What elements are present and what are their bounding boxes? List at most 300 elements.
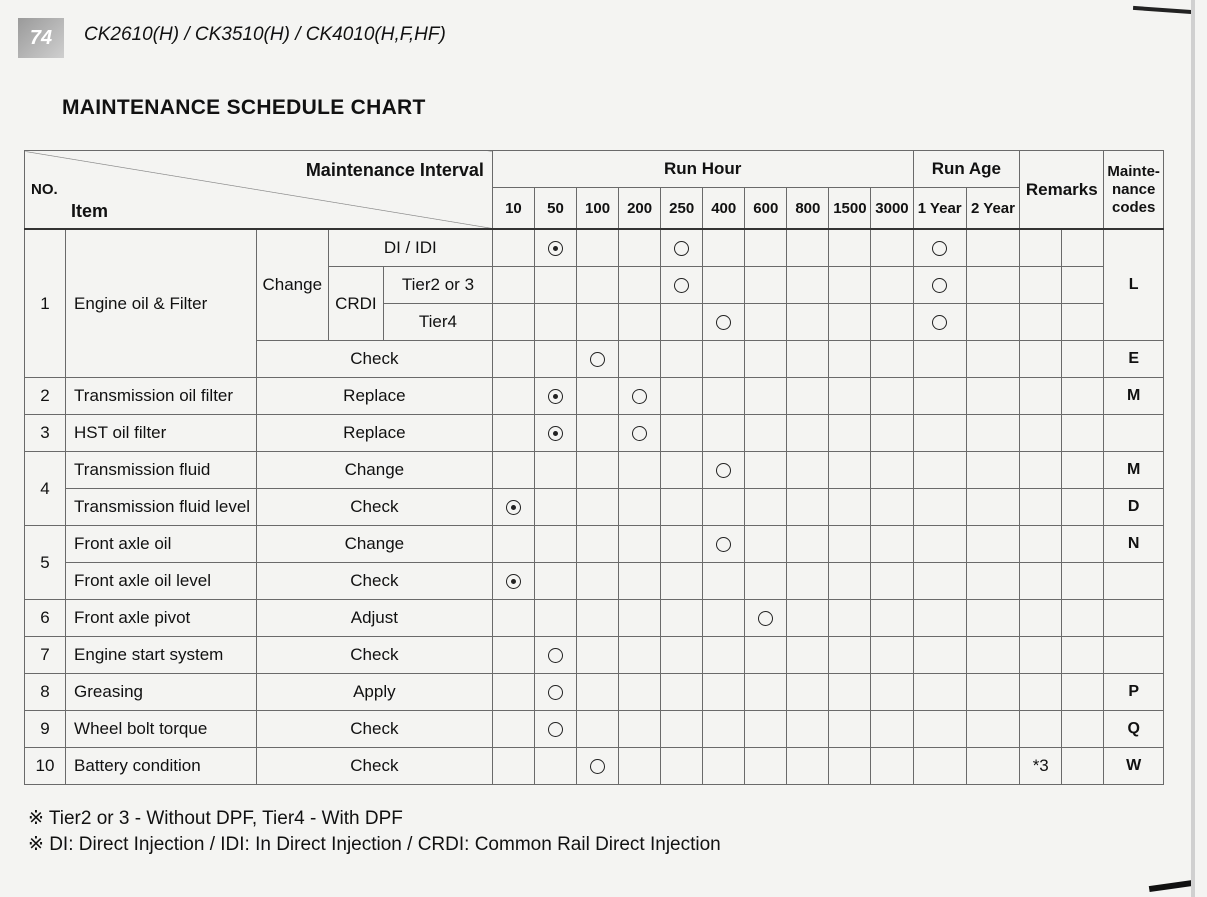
- interval-cell: [577, 415, 619, 452]
- row-interval: Tier2 or 3: [384, 267, 493, 304]
- table-row: [25, 415, 1164, 452]
- group-crdi: CRDI: [328, 267, 383, 341]
- interval-cell: [787, 600, 829, 637]
- remarks-cell-2: [1062, 637, 1104, 674]
- interval-cell: [966, 229, 1019, 267]
- interval-cell: [661, 489, 703, 526]
- interval-cell: [534, 489, 576, 526]
- interval-cell: [787, 341, 829, 378]
- row-interval: Check: [256, 637, 492, 674]
- dotted-circle-icon: [506, 500, 521, 515]
- interval-cell: [619, 600, 661, 637]
- remarks-cell: [1020, 341, 1062, 378]
- remarks-cell-2: [1062, 378, 1104, 415]
- remarks-cell: *3: [1020, 748, 1062, 785]
- interval-cell: [577, 526, 619, 563]
- interval-cell: [745, 341, 787, 378]
- interval-cell: [913, 341, 966, 378]
- interval-cell: [534, 341, 576, 378]
- remarks-cell: [1020, 637, 1062, 674]
- interval-cell: [619, 489, 661, 526]
- row-item: HST oil filter: [66, 415, 257, 452]
- interval-cell: [703, 526, 745, 563]
- circle-icon: [758, 611, 773, 626]
- header-run-age: Run Age: [913, 151, 1020, 188]
- remarks-cell-2: [1062, 711, 1104, 748]
- interval-cell: [492, 711, 534, 748]
- interval-cell: [703, 415, 745, 452]
- row-no: 3: [25, 415, 66, 452]
- remarks-cell: [1020, 267, 1062, 304]
- maintenance-code: L: [1104, 229, 1164, 341]
- header-interval-400: 400: [703, 188, 745, 230]
- row-item: Battery condition: [66, 748, 257, 785]
- interval-cell: [913, 489, 966, 526]
- remarks-cell: [1020, 563, 1062, 600]
- interval-cell: [871, 637, 913, 674]
- remarks-cell-2: [1062, 489, 1104, 526]
- interval-cell: [661, 748, 703, 785]
- interval-cell: [829, 229, 871, 267]
- interval-cell: [661, 378, 703, 415]
- interval-cell: [492, 341, 534, 378]
- interval-cell: [913, 637, 966, 674]
- row-interval: Adjust: [256, 600, 492, 637]
- row-interval: Replace: [256, 415, 492, 452]
- circle-icon: [932, 315, 947, 330]
- interval-cell: [492, 415, 534, 452]
- interval-cell: [829, 637, 871, 674]
- corner-rule-bottom: [1149, 880, 1193, 892]
- circle-icon: [548, 722, 563, 737]
- interval-cell: [577, 563, 619, 600]
- row-item: Front axle pivot: [66, 600, 257, 637]
- interval-cell: [492, 563, 534, 600]
- header-interval-50: 50: [534, 188, 576, 230]
- row-no: 10: [25, 748, 66, 785]
- interval-cell: [619, 229, 661, 267]
- interval-cell: [534, 267, 576, 304]
- circle-icon: [632, 389, 647, 404]
- header-run-hour: Run Hour: [492, 151, 913, 188]
- row-no: 9: [25, 711, 66, 748]
- interval-cell: [966, 526, 1019, 563]
- interval-cell: [703, 600, 745, 637]
- interval-cell: [661, 526, 703, 563]
- circle-icon: [932, 278, 947, 293]
- interval-cell: [703, 452, 745, 489]
- interval-cell: [492, 452, 534, 489]
- row-interval: Check: [256, 711, 492, 748]
- interval-cell: [661, 341, 703, 378]
- interval-cell: [703, 378, 745, 415]
- footnote-2: ※ DI: Direct Injection / IDI: In Direct Injection / CRDI: Common Rail Direct Injection: [28, 834, 721, 855]
- circle-icon: [590, 759, 605, 774]
- interval-cell: [913, 600, 966, 637]
- maintenance-code: M: [1104, 452, 1164, 489]
- remarks-cell: [1020, 452, 1062, 489]
- interval-cell: [534, 637, 576, 674]
- table-row: [25, 637, 1164, 674]
- circle-icon: [632, 426, 647, 441]
- interval-cell: [492, 674, 534, 711]
- interval-cell: [787, 267, 829, 304]
- dotted-circle-icon: [548, 389, 563, 404]
- interval-cell: [619, 415, 661, 452]
- remarks-cell-2: [1062, 341, 1104, 378]
- remarks-cell-2: [1062, 267, 1104, 304]
- row-interval: Check: [256, 341, 492, 378]
- interval-cell: [577, 378, 619, 415]
- circle-icon: [548, 685, 563, 700]
- page-number-badge: [18, 18, 64, 58]
- interval-cell: [966, 304, 1019, 341]
- maintenance-code: W: [1104, 748, 1164, 785]
- interval-cell: [871, 600, 913, 637]
- circle-icon: [716, 537, 731, 552]
- interval-cell: [619, 563, 661, 600]
- interval-cell: [913, 563, 966, 600]
- interval-cell: [703, 267, 745, 304]
- interval-cell: [745, 415, 787, 452]
- model-header: CK2610(H) / CK3510(H) / CK4010(H,F,HF): [84, 24, 446, 45]
- row-interval: DI / IDI: [328, 229, 492, 267]
- circle-icon: [716, 463, 731, 478]
- interval-cell: [661, 563, 703, 600]
- interval-cell: [745, 637, 787, 674]
- interval-cell: [619, 526, 661, 563]
- interval-cell: [534, 674, 576, 711]
- row-item: Greasing: [66, 674, 257, 711]
- interval-cell: [913, 526, 966, 563]
- interval-cell: [661, 452, 703, 489]
- row-item: Front axle oil level: [66, 563, 257, 600]
- row-no: 6: [25, 600, 66, 637]
- dotted-circle-icon: [548, 241, 563, 256]
- interval-cell: [534, 229, 576, 267]
- interval-cell: [534, 600, 576, 637]
- interval-cell: [913, 229, 966, 267]
- interval-cell: [871, 341, 913, 378]
- interval-cell: [966, 711, 1019, 748]
- header-codes: Mainte-nance codes: [1104, 151, 1164, 230]
- row-no: 1: [25, 229, 66, 378]
- remarks-cell: [1020, 304, 1062, 341]
- interval-cell: [871, 489, 913, 526]
- interval-cell: [966, 600, 1019, 637]
- interval-cell: [534, 304, 576, 341]
- circle-icon: [548, 648, 563, 663]
- maintenance-code: E: [1104, 341, 1164, 378]
- interval-cell: [619, 674, 661, 711]
- interval-cell: [745, 304, 787, 341]
- interval-cell: [871, 711, 913, 748]
- interval-cell: [829, 563, 871, 600]
- table-row: [25, 229, 1164, 267]
- maintenance-schedule-table: [24, 150, 1164, 785]
- header-interval-800: 800: [787, 188, 829, 230]
- header-interval-2-year: 2 Year: [966, 188, 1019, 230]
- interval-cell: [703, 748, 745, 785]
- maintenance-code: [1104, 415, 1164, 452]
- interval-cell: [966, 489, 1019, 526]
- interval-cell: [534, 415, 576, 452]
- interval-cell: [619, 304, 661, 341]
- interval-cell: [577, 341, 619, 378]
- interval-cell: [492, 304, 534, 341]
- circle-icon: [716, 315, 731, 330]
- interval-cell: [745, 711, 787, 748]
- remarks-cell: [1020, 378, 1062, 415]
- interval-cell: [745, 674, 787, 711]
- interval-cell: [787, 637, 829, 674]
- circle-icon: [674, 241, 689, 256]
- circle-icon: [932, 241, 947, 256]
- interval-cell: [871, 267, 913, 304]
- interval-cell: [661, 600, 703, 637]
- row-interval: Replace: [256, 378, 492, 415]
- interval-cell: [534, 526, 576, 563]
- maintenance-code: M: [1104, 378, 1164, 415]
- interval-cell: [829, 304, 871, 341]
- interval-cell: [913, 748, 966, 785]
- interval-cell: [661, 711, 703, 748]
- row-no: 4: [25, 452, 66, 526]
- row-item: Transmission fluid level: [66, 489, 257, 526]
- interval-cell: [787, 415, 829, 452]
- interval-cell: [661, 415, 703, 452]
- interval-cell: [619, 711, 661, 748]
- interval-cell: [703, 341, 745, 378]
- corner-rule-top: [1133, 6, 1193, 14]
- header-interval-100: 100: [577, 188, 619, 230]
- interval-cell: [871, 563, 913, 600]
- interval-cell: [703, 711, 745, 748]
- interval-cell: [619, 637, 661, 674]
- interval-cell: [745, 489, 787, 526]
- interval-cell: [492, 378, 534, 415]
- interval-cell: [966, 378, 1019, 415]
- interval-cell: [787, 452, 829, 489]
- interval-cell: [745, 526, 787, 563]
- interval-cell: [966, 637, 1019, 674]
- interval-cell: [703, 229, 745, 267]
- interval-cell: [787, 489, 829, 526]
- maintenance-code: [1104, 600, 1164, 637]
- interval-cell: [871, 748, 913, 785]
- interval-cell: [829, 341, 871, 378]
- interval-cell: [966, 415, 1019, 452]
- remarks-cell-2: [1062, 304, 1104, 341]
- interval-cell: [829, 600, 871, 637]
- interval-cell: [871, 304, 913, 341]
- header-interval-1500: 1500: [829, 188, 871, 230]
- header-interval-250: 250: [661, 188, 703, 230]
- interval-cell: [829, 489, 871, 526]
- interval-cell: [745, 748, 787, 785]
- interval-cell: [966, 341, 1019, 378]
- row-interval: Change: [256, 452, 492, 489]
- interval-cell: [492, 637, 534, 674]
- table-row: [25, 526, 1164, 563]
- remarks-cell: [1020, 489, 1062, 526]
- interval-cell: [913, 452, 966, 489]
- maintenance-code: N: [1104, 526, 1164, 563]
- header-interval-10: 10: [492, 188, 534, 230]
- footnotes: [28, 806, 721, 858]
- row-interval: Change: [256, 526, 492, 563]
- interval-cell: [913, 267, 966, 304]
- footnote-1: ※ Tier2 or 3 - Without DPF, Tier4 - With DPF: [28, 808, 403, 829]
- row-interval: Tier4: [384, 304, 493, 341]
- header-interval-3000: 3000: [871, 188, 913, 230]
- interval-cell: [745, 600, 787, 637]
- remarks-cell-2: [1062, 526, 1104, 563]
- interval-cell: [619, 378, 661, 415]
- interval-cell: [787, 378, 829, 415]
- row-item: Transmission oil filter: [66, 378, 257, 415]
- remarks-cell: [1020, 415, 1062, 452]
- header-remarks: Remarks: [1020, 151, 1104, 230]
- interval-cell: [871, 378, 913, 415]
- interval-cell: [534, 378, 576, 415]
- interval-cell: [661, 267, 703, 304]
- row-interval: Check: [256, 489, 492, 526]
- interval-cell: [661, 674, 703, 711]
- interval-cell: [577, 452, 619, 489]
- interval-cell: [492, 526, 534, 563]
- table-row: [25, 748, 1164, 785]
- interval-cell: [703, 674, 745, 711]
- header-no: NO.: [31, 181, 58, 198]
- interval-cell: [829, 415, 871, 452]
- interval-cell: [787, 563, 829, 600]
- interval-cell: [577, 229, 619, 267]
- remarks-cell-2: [1062, 229, 1104, 267]
- interval-cell: [619, 341, 661, 378]
- interval-cell: [871, 452, 913, 489]
- remarks-cell-2: [1062, 563, 1104, 600]
- row-no: 2: [25, 378, 66, 415]
- dotted-circle-icon: [548, 426, 563, 441]
- interval-cell: [871, 526, 913, 563]
- interval-cell: [787, 526, 829, 563]
- remarks-cell: [1020, 526, 1062, 563]
- row-item: Front axle oil: [66, 526, 257, 563]
- interval-cell: [577, 637, 619, 674]
- header-interval-200: 200: [619, 188, 661, 230]
- table-row: [25, 674, 1164, 711]
- interval-cell: [787, 229, 829, 267]
- interval-cell: [745, 229, 787, 267]
- interval-cell: [745, 378, 787, 415]
- interval-cell: [913, 378, 966, 415]
- interval-cell: [492, 489, 534, 526]
- maintenance-code: [1104, 563, 1164, 600]
- interval-cell: [829, 378, 871, 415]
- table-row: [25, 600, 1164, 637]
- interval-cell: [534, 452, 576, 489]
- interval-cell: [619, 748, 661, 785]
- interval-cell: [577, 711, 619, 748]
- table-row: [25, 452, 1164, 489]
- interval-cell: [661, 229, 703, 267]
- interval-cell: [619, 267, 661, 304]
- interval-cell: [492, 600, 534, 637]
- row-item: Engine start system: [66, 637, 257, 674]
- interval-cell: [913, 674, 966, 711]
- row-no: 8: [25, 674, 66, 711]
- maintenance-code: [1104, 637, 1164, 674]
- interval-cell: [829, 526, 871, 563]
- remarks-cell: [1020, 229, 1062, 267]
- remarks-cell-2: [1062, 600, 1104, 637]
- interval-cell: [787, 674, 829, 711]
- remarks-cell: [1020, 674, 1062, 711]
- interval-cell: [534, 711, 576, 748]
- maintenance-code: P: [1104, 674, 1164, 711]
- remarks-cell-2: [1062, 415, 1104, 452]
- interval-cell: [577, 600, 619, 637]
- interval-cell: [703, 489, 745, 526]
- interval-cell: [745, 563, 787, 600]
- interval-cell: [966, 452, 1019, 489]
- interval-cell: [966, 267, 1019, 304]
- row-interval: Apply: [256, 674, 492, 711]
- interval-cell: [829, 674, 871, 711]
- row-no: 7: [25, 637, 66, 674]
- table-header-corner: [25, 151, 493, 230]
- interval-cell: [703, 563, 745, 600]
- interval-cell: [913, 711, 966, 748]
- maintenance-code: Q: [1104, 711, 1164, 748]
- header-maintenance-interval: Maintenance Interval: [305, 160, 484, 180]
- interval-cell: [787, 304, 829, 341]
- interval-cell: [787, 748, 829, 785]
- interval-cell: [745, 267, 787, 304]
- interval-cell: [619, 452, 661, 489]
- row-item: Engine oil & Filter: [66, 229, 257, 378]
- row-item: Transmission fluid: [66, 452, 257, 489]
- remarks-cell: [1020, 600, 1062, 637]
- interval-cell: [745, 452, 787, 489]
- page-number: 74: [29, 26, 53, 49]
- interval-cell: [577, 748, 619, 785]
- interval-cell: [913, 304, 966, 341]
- row-no: 5: [25, 526, 66, 600]
- interval-cell: [966, 563, 1019, 600]
- header-item: Item: [71, 201, 109, 221]
- page-edge: [1191, 0, 1195, 897]
- interval-cell: [577, 304, 619, 341]
- remarks-cell-2: [1062, 452, 1104, 489]
- interval-cell: [871, 674, 913, 711]
- table-row: [25, 563, 1164, 600]
- interval-cell: [577, 267, 619, 304]
- remarks-cell: [1020, 711, 1062, 748]
- interval-cell: [577, 489, 619, 526]
- table-row: [25, 378, 1164, 415]
- interval-cell: [492, 229, 534, 267]
- dotted-circle-icon: [506, 574, 521, 589]
- row-interval: Check: [256, 748, 492, 785]
- circle-icon: [590, 352, 605, 367]
- interval-cell: [492, 748, 534, 785]
- remarks-cell-2: [1062, 674, 1104, 711]
- row-item: Wheel bolt torque: [66, 711, 257, 748]
- interval-cell: [703, 637, 745, 674]
- maintenance-code: D: [1104, 489, 1164, 526]
